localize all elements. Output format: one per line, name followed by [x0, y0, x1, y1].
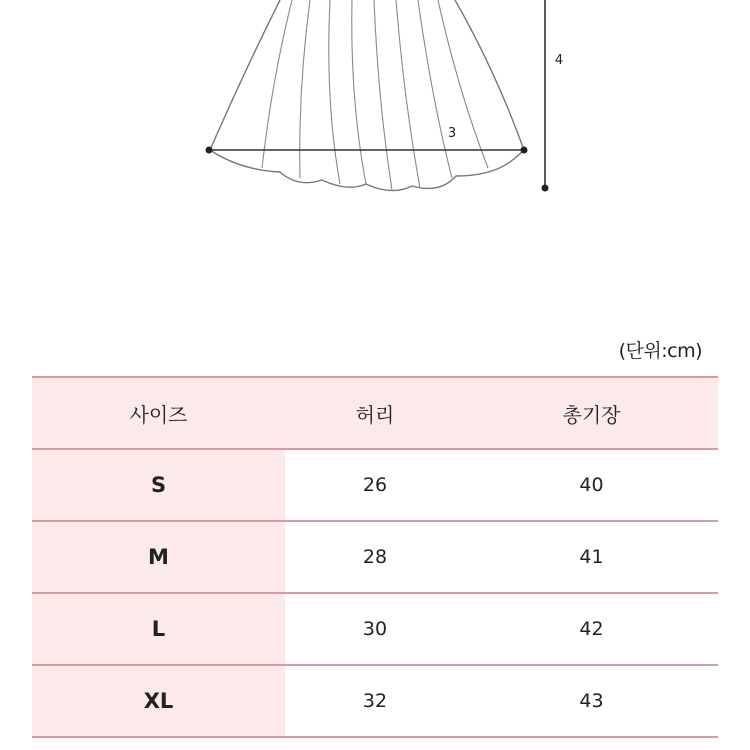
size-cell: S	[32, 449, 285, 521]
length-bottom-dot	[542, 185, 549, 192]
length-cell: 41	[465, 521, 718, 593]
table-row	[32, 665, 718, 737]
waist-cell: 32	[285, 665, 465, 737]
unit-note: (단위:cm)	[618, 340, 702, 362]
length-measure-label: 4	[554, 53, 564, 68]
header-size: 사이즈	[32, 377, 285, 449]
hem-left-dot	[206, 147, 213, 154]
size-cell: XL	[32, 665, 285, 737]
size-cell: L	[32, 593, 285, 665]
size-cell: M	[32, 521, 285, 593]
length-cell: 43	[465, 665, 718, 737]
hem-right-dot	[521, 147, 528, 154]
waist-cell: 28	[285, 521, 465, 593]
skirt-outline	[210, 0, 524, 191]
table-row	[32, 593, 718, 665]
header-length: 총기장	[465, 377, 718, 449]
table-row	[32, 521, 718, 593]
waist-cell: 30	[285, 593, 465, 665]
length-cell: 42	[465, 593, 718, 665]
header-waist: 허리	[285, 377, 465, 449]
skirt-diagram	[0, 0, 750, 230]
waist-cell: 26	[285, 449, 465, 521]
length-cell: 40	[465, 449, 718, 521]
pleat-lines	[262, 0, 488, 190]
table-row	[32, 449, 718, 521]
hem-measure-label: 3	[447, 126, 457, 141]
table-header-row	[32, 377, 718, 449]
size-table	[32, 376, 718, 738]
